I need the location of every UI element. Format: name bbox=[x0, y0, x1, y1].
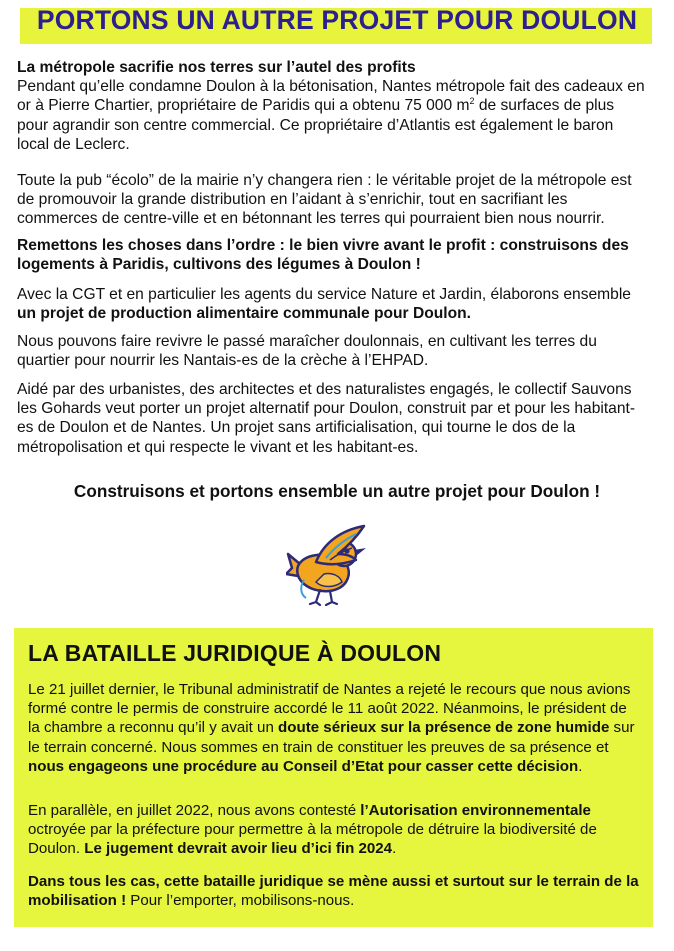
intro-text: Pendant qu’elle condamne Doulon à la bétonisation, Nantes métropole fait des cadeaux en or à Pierre Chartier, propriétaire de Paridis qui a obtenu 75 000 m bbox=[17, 78, 645, 115]
intro-paragraph-4 bbox=[17, 285, 647, 323]
intro-text-cont: de surfaces de plus pour agrandir son centre commercial. Ce propriétaire d’Atlantis est également le baron local de Leclerc. bbox=[17, 97, 615, 153]
paragraph-text: octroyée par la préfecture pour permettre à la métropole de détruire la biodiversité de Doulon. bbox=[28, 821, 597, 858]
box-paragraph-2 bbox=[28, 801, 640, 859]
paragraph-text: Aidé par des urbanistes, des architectes et des naturalistes engagés, le collectif Sauvons les Gohards veut porter un projet alternatif pour Doulon, construit par et pour les habitant-es de Doulon et de Nantes. Un projet sans artificialisation, qui tourne le dos de la métropolisation et qui respecte le vivant et les habitant-es. bbox=[17, 381, 636, 456]
paragraph-text: . bbox=[578, 757, 583, 775]
bold-text: l’Autorisation environnementale bbox=[360, 802, 591, 819]
intro-paragraph-1 bbox=[17, 58, 647, 154]
intro-paragraph-5 bbox=[17, 332, 647, 370]
paragraph-text: Pour l’emporter, mobilisons-nous. bbox=[126, 892, 355, 910]
bold-text: Dans tous les cas, cette bataille juridique se mène aussi et surtout sur le terrain de la mobilisation ! bbox=[28, 873, 639, 910]
bold-text: un projet de production alimentaire communale pour Doulon. bbox=[17, 305, 471, 323]
bold-statement: Remettons les choses dans l’ordre : le bien vivre avant le profit : construisons des logements à Paridis, cultivons des légumes à Doulon ! bbox=[17, 237, 629, 274]
box-title: LA BATAILLE JURIDIQUE À DOULON bbox=[28, 640, 442, 666]
box-paragraph-3 bbox=[28, 872, 640, 910]
paragraph-text: . bbox=[392, 840, 397, 858]
box-paragraph-1 bbox=[28, 680, 640, 776]
bold-text: doute sérieux sur la présence de zone humide bbox=[278, 719, 610, 737]
paragraph-text: Nous pouvons faire revivre le passé maraîcher doulonnais, en cultivant les terres du quartier pour nourrir les Nantais-es de la crèche à l’EHPAD. bbox=[17, 333, 597, 370]
bold-text: nous engageons une procédure au Conseil d’Etat pour casser cette décision bbox=[28, 757, 579, 775]
bold-text: Le jugement devrait avoir lieu d’ici fin 2024 bbox=[84, 840, 393, 858]
call-to-action: Construisons et portons ensemble un autre projet pour Doulon ! bbox=[73, 481, 601, 501]
paragraph-text: Le 21 juillet dernier, le Tribunal administratif de Nantes a rejeté le recours que nous avions formé contre le permis de construire accordé le 11 août 2022. Néanmoins, le président de la chambre a reconnu qu’il y avait un bbox=[28, 681, 631, 737]
paragraph-text: sur le terrain concerné. Nous sommes en train de constituer les preuves de sa présence et bbox=[28, 719, 635, 756]
intro-paragraph-3 bbox=[17, 236, 647, 274]
intro-paragraph-6 bbox=[17, 380, 647, 457]
paragraph-text: Toute la pub “écolo” de la mairie n’y changera rien : le véritable projet de la métropole est de promouvoir la grande distribution en l’aidant à s’enrichir, tout en sacrifiant les commerces de centre-ville et en bétonnant les terres qui pourraient bien nous nourrir. bbox=[17, 172, 632, 228]
section-heading: La métropole sacrifie nos terres sur l’autel des profits bbox=[17, 59, 416, 76]
intro-paragraph-2 bbox=[17, 171, 647, 229]
paragraph-text: En parallèle, en juillet 2022, nous avons contesté bbox=[28, 802, 361, 819]
paragraph-text: Avec la CGT et en particulier les agents du service Nature et Jardin, élaborons ensemble bbox=[17, 286, 631, 303]
page-title: PORTONS UN AUTRE PROJET POUR DOULON bbox=[36, 5, 638, 35]
bird-logo-icon bbox=[286, 524, 372, 606]
superscript: 2 bbox=[469, 96, 475, 107]
